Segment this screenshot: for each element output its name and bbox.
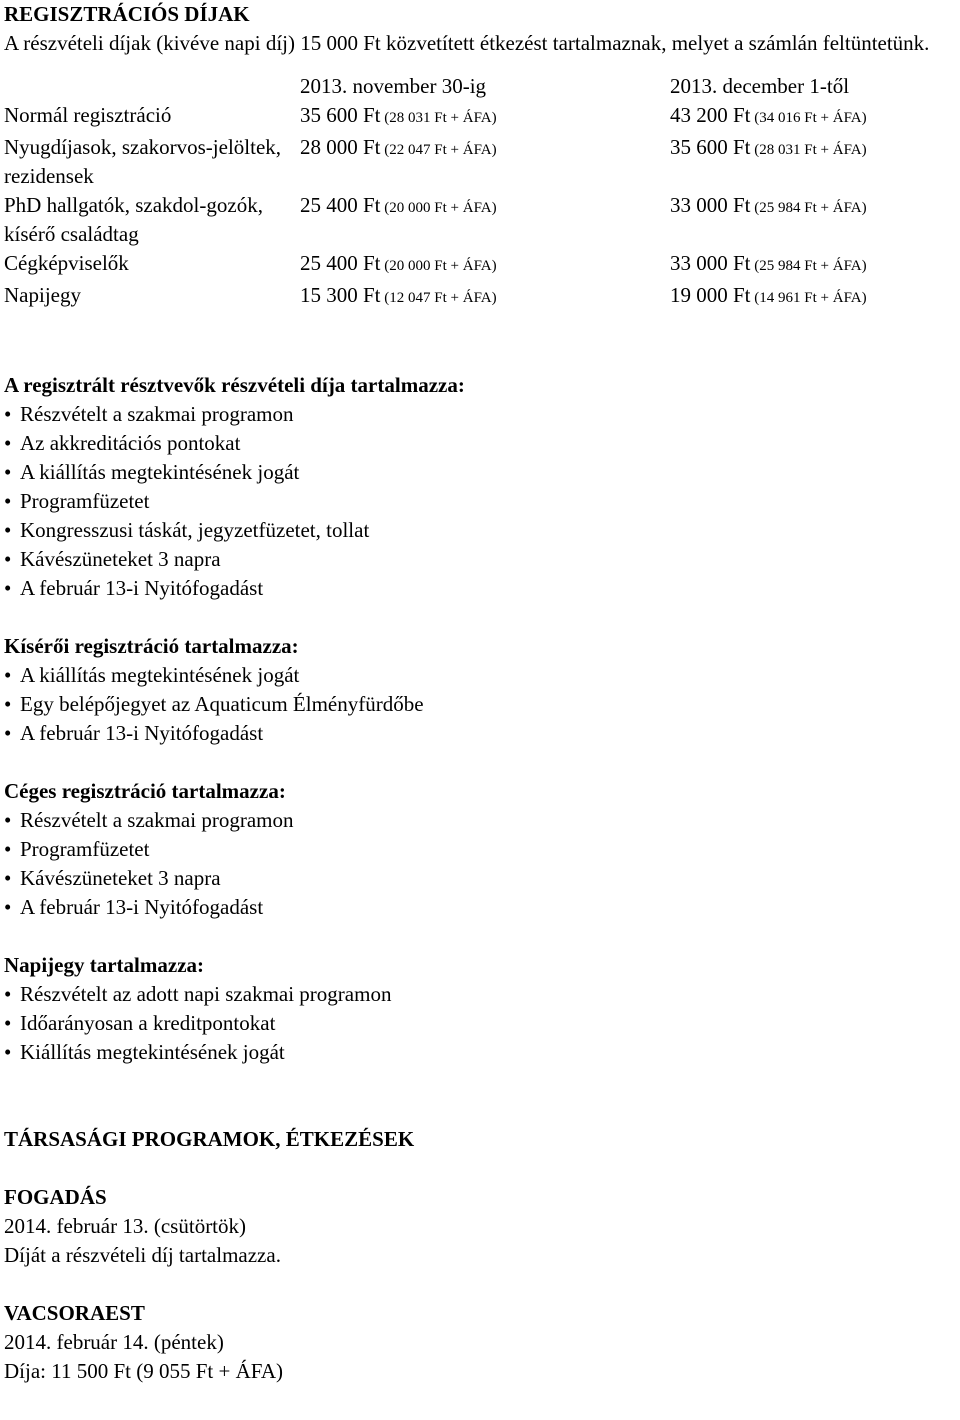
registration-title: REGISZTRÁCIÓS DÍJAK xyxy=(4,2,250,26)
fee-late-detail: (25 984 Ft + ÁFA) xyxy=(750,258,867,274)
fee-row-label: Normál regisztráció xyxy=(4,103,172,127)
fee-late-cell xyxy=(670,191,956,249)
list-item: • Részvételt az adott napi szakmai programon xyxy=(4,980,956,1009)
fee-late-amount: 19 000 Ft xyxy=(670,283,751,307)
event-block xyxy=(4,1299,956,1386)
fee-row xyxy=(4,191,956,249)
event-block xyxy=(4,1183,956,1270)
fee-early-amount: 35 600 Ft xyxy=(300,103,381,127)
includes-title: A regisztrált résztvevők részvételi díja tartalmazza: xyxy=(4,373,465,397)
fee-late-amount: 35 600 Ft xyxy=(670,135,751,159)
fee-early-detail: (20 000 Ft + ÁFA) xyxy=(380,200,497,216)
event-name: FOGADÁS xyxy=(4,1185,107,1209)
fee-row xyxy=(4,101,956,133)
includes-list xyxy=(4,980,956,1067)
list-item: • Kávészüneteket 3 napra xyxy=(4,864,956,893)
fee-early-cell xyxy=(300,133,670,191)
fee-table xyxy=(4,72,956,313)
fee-early-cell xyxy=(300,281,670,313)
includes-section xyxy=(4,951,956,1067)
header-empty xyxy=(4,72,300,101)
list-item: • A kiállítás megtekintésének jogát xyxy=(4,661,956,690)
fee-late-detail: (28 031 Ft + ÁFA) xyxy=(750,142,867,158)
includes-title: Kísérői regisztráció tartalmazza: xyxy=(4,634,299,658)
fee-row-label: Napijegy xyxy=(4,283,81,307)
fee-early-detail: (20 000 Ft + ÁFA) xyxy=(380,258,497,274)
fee-early-amount: 15 300 Ft xyxy=(300,283,381,307)
header-early: 2013. november 30-ig xyxy=(300,74,487,98)
list-item: • Kávészüneteket 3 napra xyxy=(4,545,956,574)
includes-section xyxy=(4,777,956,922)
fee-late-detail: (25 984 Ft + ÁFA) xyxy=(750,200,867,216)
fee-late-detail: (14 961 Ft + ÁFA) xyxy=(750,290,867,306)
event-date: 2014. február 13. (csütörtök) xyxy=(4,1214,247,1238)
list-item: • Kiállítás megtekintésének jogát xyxy=(4,1038,956,1067)
includes-list xyxy=(4,661,956,748)
fee-row xyxy=(4,133,956,191)
fee-late-cell xyxy=(670,133,956,191)
fee-late-amount: 33 000 Ft xyxy=(670,251,751,275)
fee-late-cell xyxy=(670,249,956,281)
fee-early-detail: (22 047 Ft + ÁFA) xyxy=(380,142,497,158)
fee-late-amount: 43 200 Ft xyxy=(670,103,751,127)
fee-early-cell xyxy=(300,101,670,133)
list-item: • A február 13-i Nyitófogadást xyxy=(4,893,956,922)
list-item: • Részvételt a szakmai programon xyxy=(4,400,956,429)
registration-intro: A részvételi díjak (kivéve napi díj) 15 000 Ft közvetített étkezést tartalmaznak, melyet a számlán feltüntetünk. xyxy=(4,31,930,55)
list-item: • Programfüzetet xyxy=(4,835,956,864)
social-title: TÁRSASÁGI PROGRAMOK, ÉTKEZÉSEK xyxy=(4,1127,415,1151)
includes-title: Napijegy tartalmazza: xyxy=(4,953,205,977)
event-note: Díját a részvételi díj tartalmazza. xyxy=(4,1243,281,1267)
includes-section xyxy=(4,371,956,603)
fee-early-amount: 25 400 Ft xyxy=(300,193,381,217)
fee-row-label: Cégképviselők xyxy=(4,251,129,275)
includes-list xyxy=(4,806,956,922)
fee-table-header xyxy=(4,72,956,101)
fee-late-cell xyxy=(670,281,956,313)
fee-late-amount: 33 000 Ft xyxy=(670,193,751,217)
fee-early-detail: (28 031 Ft + ÁFA) xyxy=(380,110,497,126)
list-item: • Programfüzetet xyxy=(4,487,956,516)
includes-title: Céges regisztráció tartalmazza: xyxy=(4,779,286,803)
header-late: 2013. december 1-től xyxy=(670,74,850,98)
fee-early-cell xyxy=(300,249,670,281)
list-item: • Az akkreditációs pontokat xyxy=(4,429,956,458)
list-item: • Egy belépőjegyet az Aquaticum Élményfürdőbe xyxy=(4,690,956,719)
list-item: • A kiállítás megtekintésének jogát xyxy=(4,458,956,487)
fee-row xyxy=(4,249,956,281)
event-name: VACSORAEST xyxy=(4,1301,145,1325)
fee-row-label: Nyugdíjasok, szakorvos-jelöltek, rezidensek xyxy=(4,135,282,188)
includes-list xyxy=(4,400,956,603)
document-page xyxy=(4,0,956,1386)
fee-late-detail: (34 016 Ft + ÁFA) xyxy=(750,110,867,126)
fee-early-cell xyxy=(300,191,670,249)
event-note: Díja: 11 500 Ft (9 055 Ft + ÁFA) xyxy=(4,1359,284,1383)
fee-early-amount: 25 400 Ft xyxy=(300,251,381,275)
fee-row xyxy=(4,281,956,313)
list-item: • Időarányosan a kreditpontokat xyxy=(4,1009,956,1038)
list-item: • Kongresszusi táskát, jegyzetfüzetet, tollat xyxy=(4,516,956,545)
includes-section xyxy=(4,632,956,748)
fee-late-cell xyxy=(670,101,956,133)
fee-row-label: PhD hallgatók, szakdol-gozók, kísérő családtag xyxy=(4,193,263,246)
list-item: • Részvételt a szakmai programon xyxy=(4,806,956,835)
fee-early-amount: 28 000 Ft xyxy=(300,135,381,159)
event-date: 2014. február 14. (péntek) xyxy=(4,1330,224,1354)
list-item: • A február 13-i Nyitófogadást xyxy=(4,574,956,603)
list-item: • A február 13-i Nyitófogadást xyxy=(4,719,956,748)
fee-early-detail: (12 047 Ft + ÁFA) xyxy=(380,290,497,306)
